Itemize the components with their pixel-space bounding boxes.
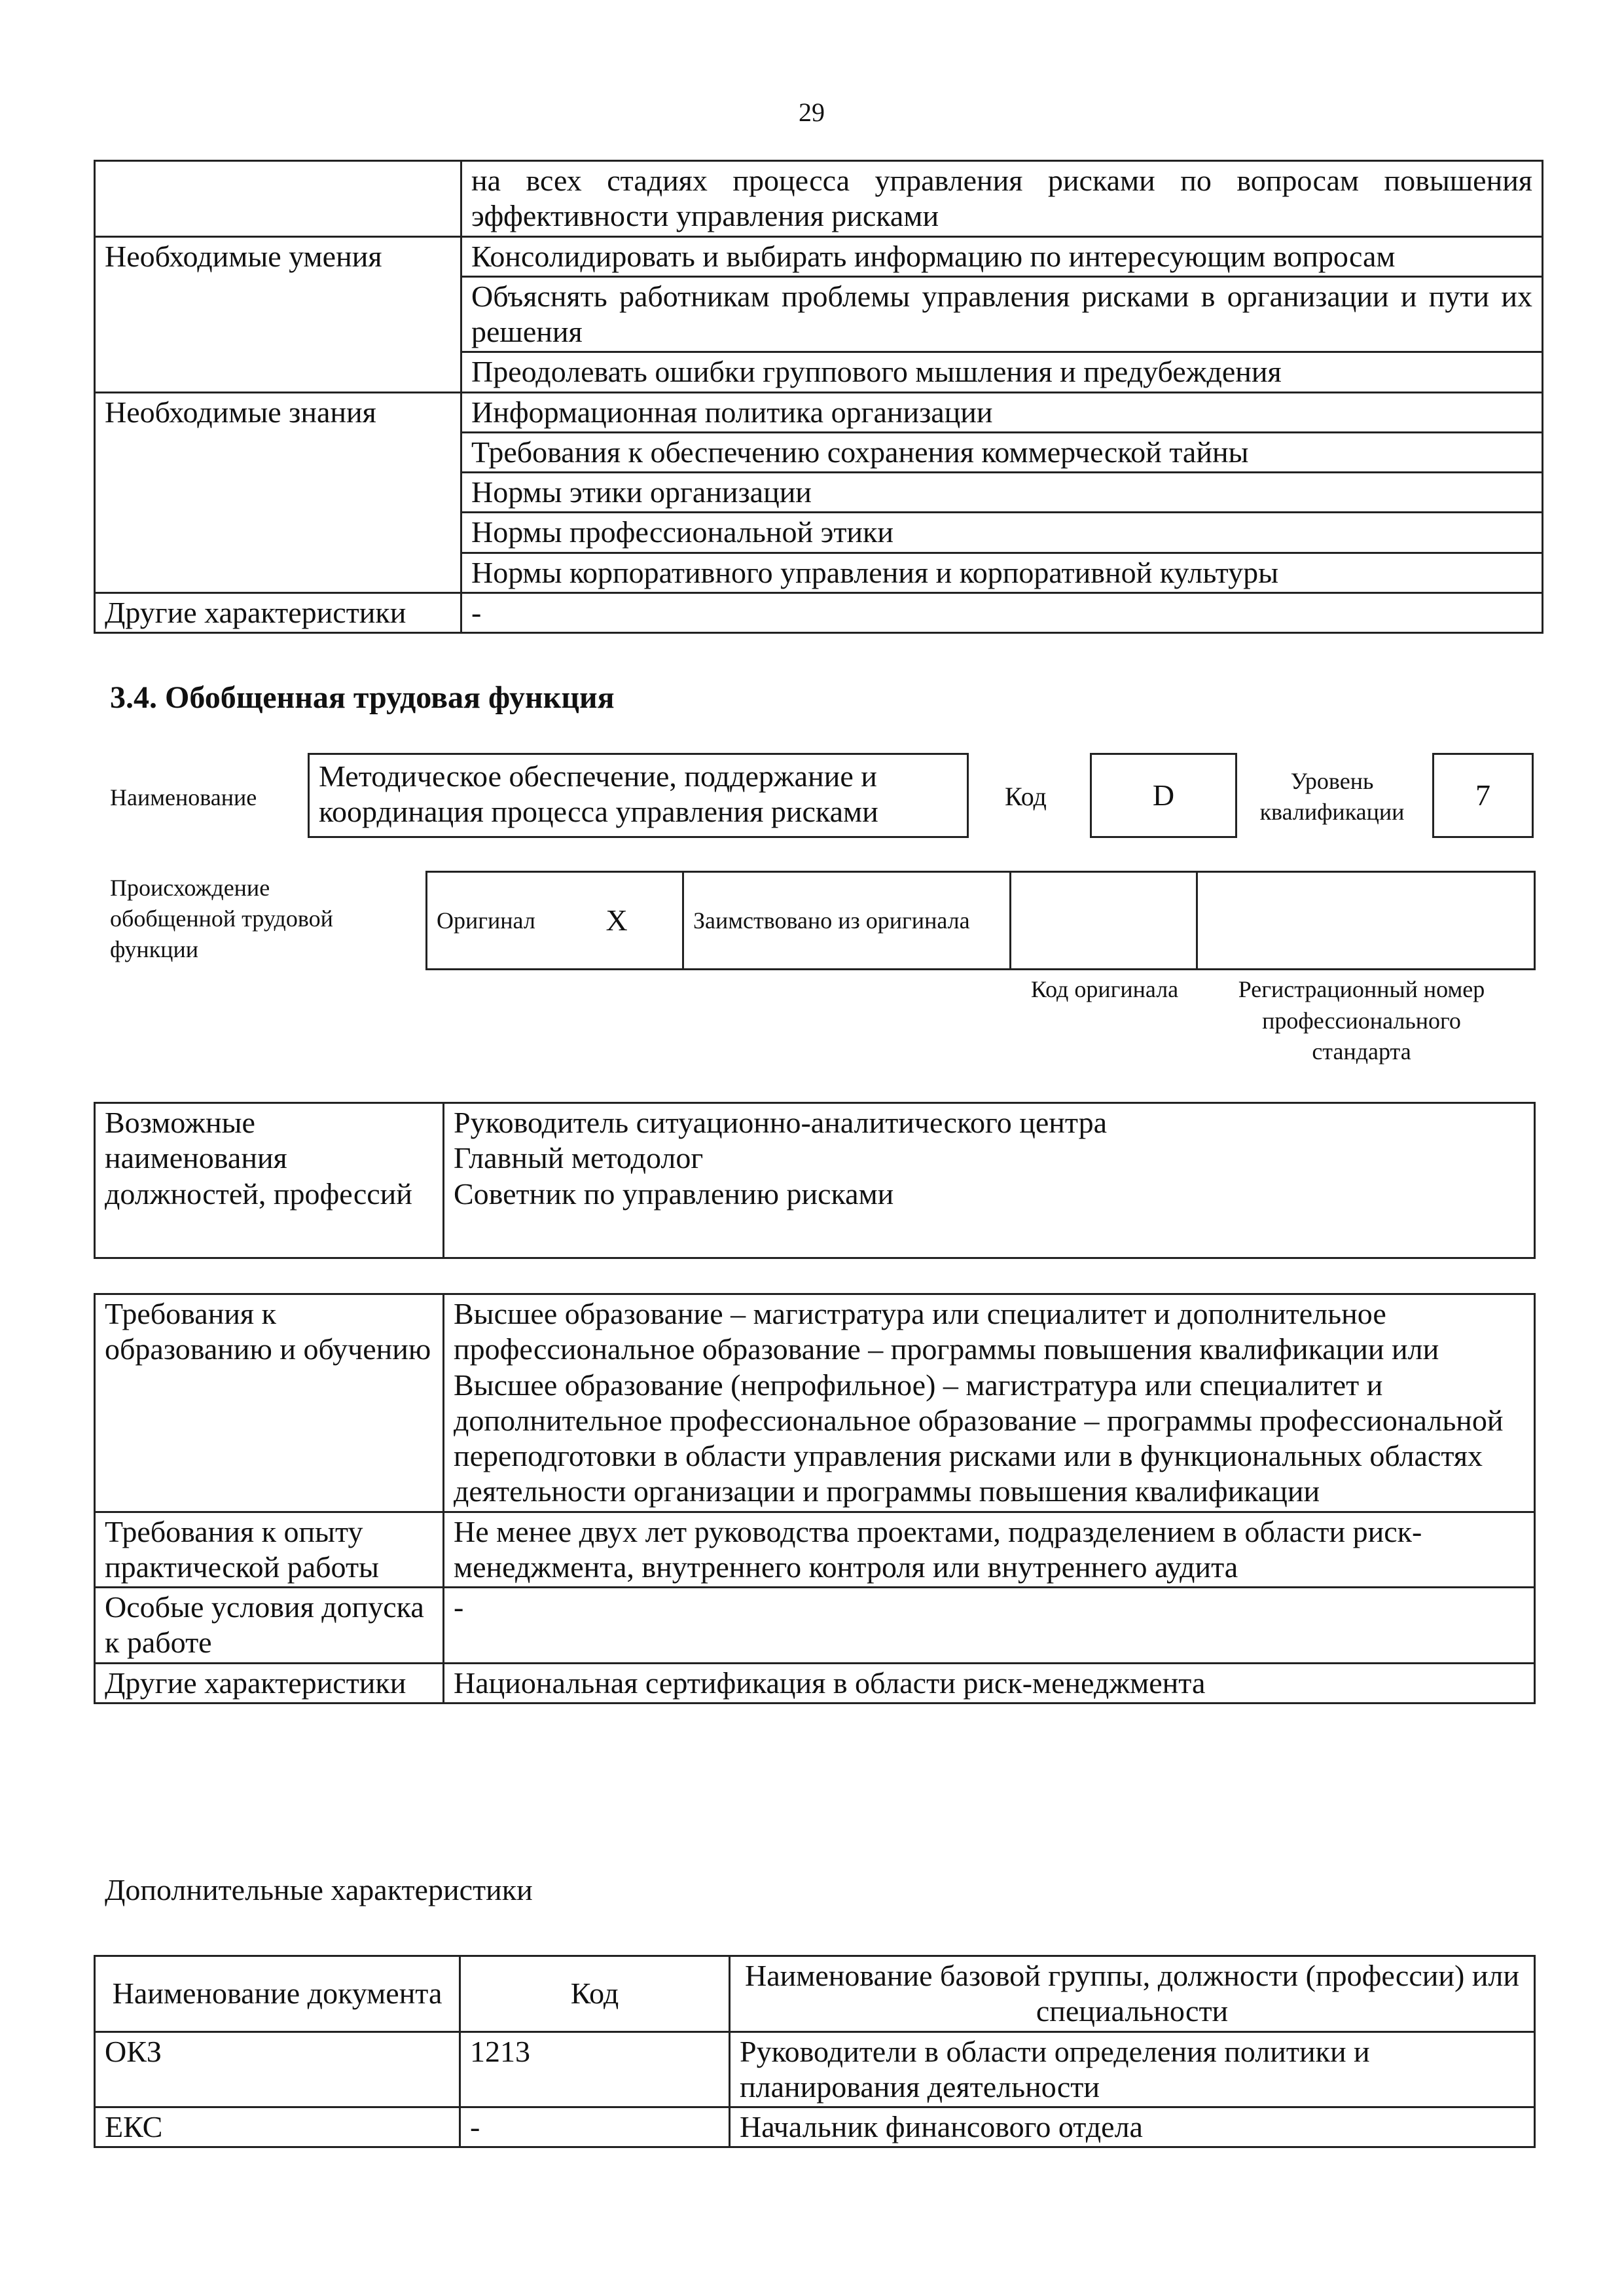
requirement-label: Особые условия допуска к работе: [95, 1588, 444, 1664]
row-value: -: [461, 592, 1543, 632]
additional-table: [94, 1955, 1536, 2148]
positions-values: [444, 1103, 1535, 1258]
table-row: [95, 592, 1543, 632]
positions-table: [94, 1102, 1536, 1259]
row-value: Нормы этики организации: [461, 473, 1543, 513]
requirement-label: Требования к опыту практической работы: [95, 1512, 444, 1588]
name-label: Наименование: [110, 784, 257, 811]
position-item: Главный методолог: [454, 1141, 704, 1175]
level-label: Уровень квалификации: [1259, 768, 1405, 825]
requirements-table: [94, 1293, 1536, 1704]
row-value: Нормы корпоративного управления и корпоративной культуры: [461, 553, 1543, 592]
requirement-value: Не менее двух лет руководства проектами, подразделением в области риск-менеджмента, внутреннего контроля или внутреннего аудита: [444, 1512, 1535, 1588]
cell-code: 1213: [460, 2032, 730, 2107]
table-row: [95, 161, 1543, 237]
table-row: [95, 2032, 1535, 2107]
row-label: Другие характеристики: [95, 592, 461, 632]
positions-label: Возможные наименования должностей, профессий: [95, 1103, 444, 1258]
original-code-cell: [1011, 872, 1197, 970]
cell-group: Начальник финансового отдела: [730, 2107, 1535, 2147]
table-row: [427, 872, 1535, 970]
table-row: [95, 1663, 1535, 1703]
requirement-value: Национальная сертификация в области риск-менеджмента: [444, 1663, 1535, 1703]
table-row: [95, 1512, 1535, 1588]
row-value: Консолидировать и выбирать информацию по интересующим вопросам: [461, 236, 1543, 276]
registration-number-cell: [1197, 872, 1535, 970]
header-code: Код: [460, 1956, 730, 2032]
requirement-label: Требования к образованию и обучению: [95, 1294, 444, 1512]
table-row: [95, 2107, 1535, 2147]
position-item: Советник по управлению рисками: [454, 1176, 894, 1211]
requirement-value: -: [444, 1588, 1535, 1664]
table-row: [95, 236, 1543, 276]
table-header-row: [95, 1956, 1535, 2032]
cell-document: ОКЗ: [95, 2032, 460, 2107]
borrowed-label: Заимствовано из оригинала: [683, 872, 1011, 970]
skills-table: [94, 160, 1543, 634]
row-value: Объяснять работникам проблемы управления рисками в организации и пути их решения: [461, 276, 1543, 352]
table-row: [95, 1103, 1535, 1258]
header-group: Наименование базовой группы, должности (профессии) или специальности: [730, 1956, 1535, 2032]
original-label: Оригинал: [427, 872, 597, 970]
qualification-level: 7: [1432, 753, 1534, 838]
origin-label: Происхождение обобщенной трудовой функции: [110, 875, 333, 962]
row-value: Преодолевать ошибки группового мышления и предубеждения: [461, 352, 1543, 392]
row-value: на всех стадиях процесса управления рисками по вопросам повышения эффективности управления рисками: [461, 161, 1543, 237]
cell-document: ЕКС: [95, 2107, 460, 2147]
origin-table: [425, 871, 1536, 970]
row-label: Необходимые знания: [95, 392, 461, 592]
table-row: [95, 1588, 1535, 1664]
table-row: [95, 392, 1543, 432]
row-value: Информационная политика организации: [461, 392, 1543, 432]
cell-code: -: [460, 2107, 730, 2147]
cell-group: Руководители в области определения политики и планирования деятельности: [730, 2032, 1535, 2107]
page-number: 29: [799, 98, 825, 127]
code-label: Код: [1005, 782, 1047, 811]
original-mark: X: [597, 872, 683, 970]
header-document: Наименование документа: [95, 1956, 460, 2032]
requirement-value: Высшее образование – магистратура или специалитет и дополнительное профессиональное образование – программы повышения квалификации или Высшее образование (непрофильное) – магистратура или специалитет и дополнительное профессиональное образование – программы профессиональной переподготовки в области управления рисками или в функциональных областях деятельности организации и программы повышения квалификации: [444, 1294, 1535, 1512]
position-item: Руководитель ситуационно-аналитического центра: [454, 1106, 1108, 1139]
table-row: [95, 1294, 1535, 1512]
function-code: D: [1090, 753, 1237, 838]
requirement-label: Другие характеристики: [95, 1663, 444, 1703]
code-caption: Код оригинала: [1030, 976, 1179, 1002]
function-name: Методическое обеспечение, поддержание и координация процесса управления рисками: [308, 753, 969, 838]
registration-caption: Регистрационный номер профессионального стандарта: [1238, 976, 1485, 1065]
section-title: 3.4. Обобщенная трудовая функция: [110, 680, 615, 715]
row-value: Требования к обеспечению сохранения коммерческой тайны: [461, 432, 1543, 472]
row-label: Необходимые умения: [95, 236, 461, 392]
row-value: Нормы профессиональной этики: [461, 513, 1543, 553]
additional-title: Дополнительные характеристики: [105, 1873, 533, 1906]
row-label: [95, 161, 461, 237]
